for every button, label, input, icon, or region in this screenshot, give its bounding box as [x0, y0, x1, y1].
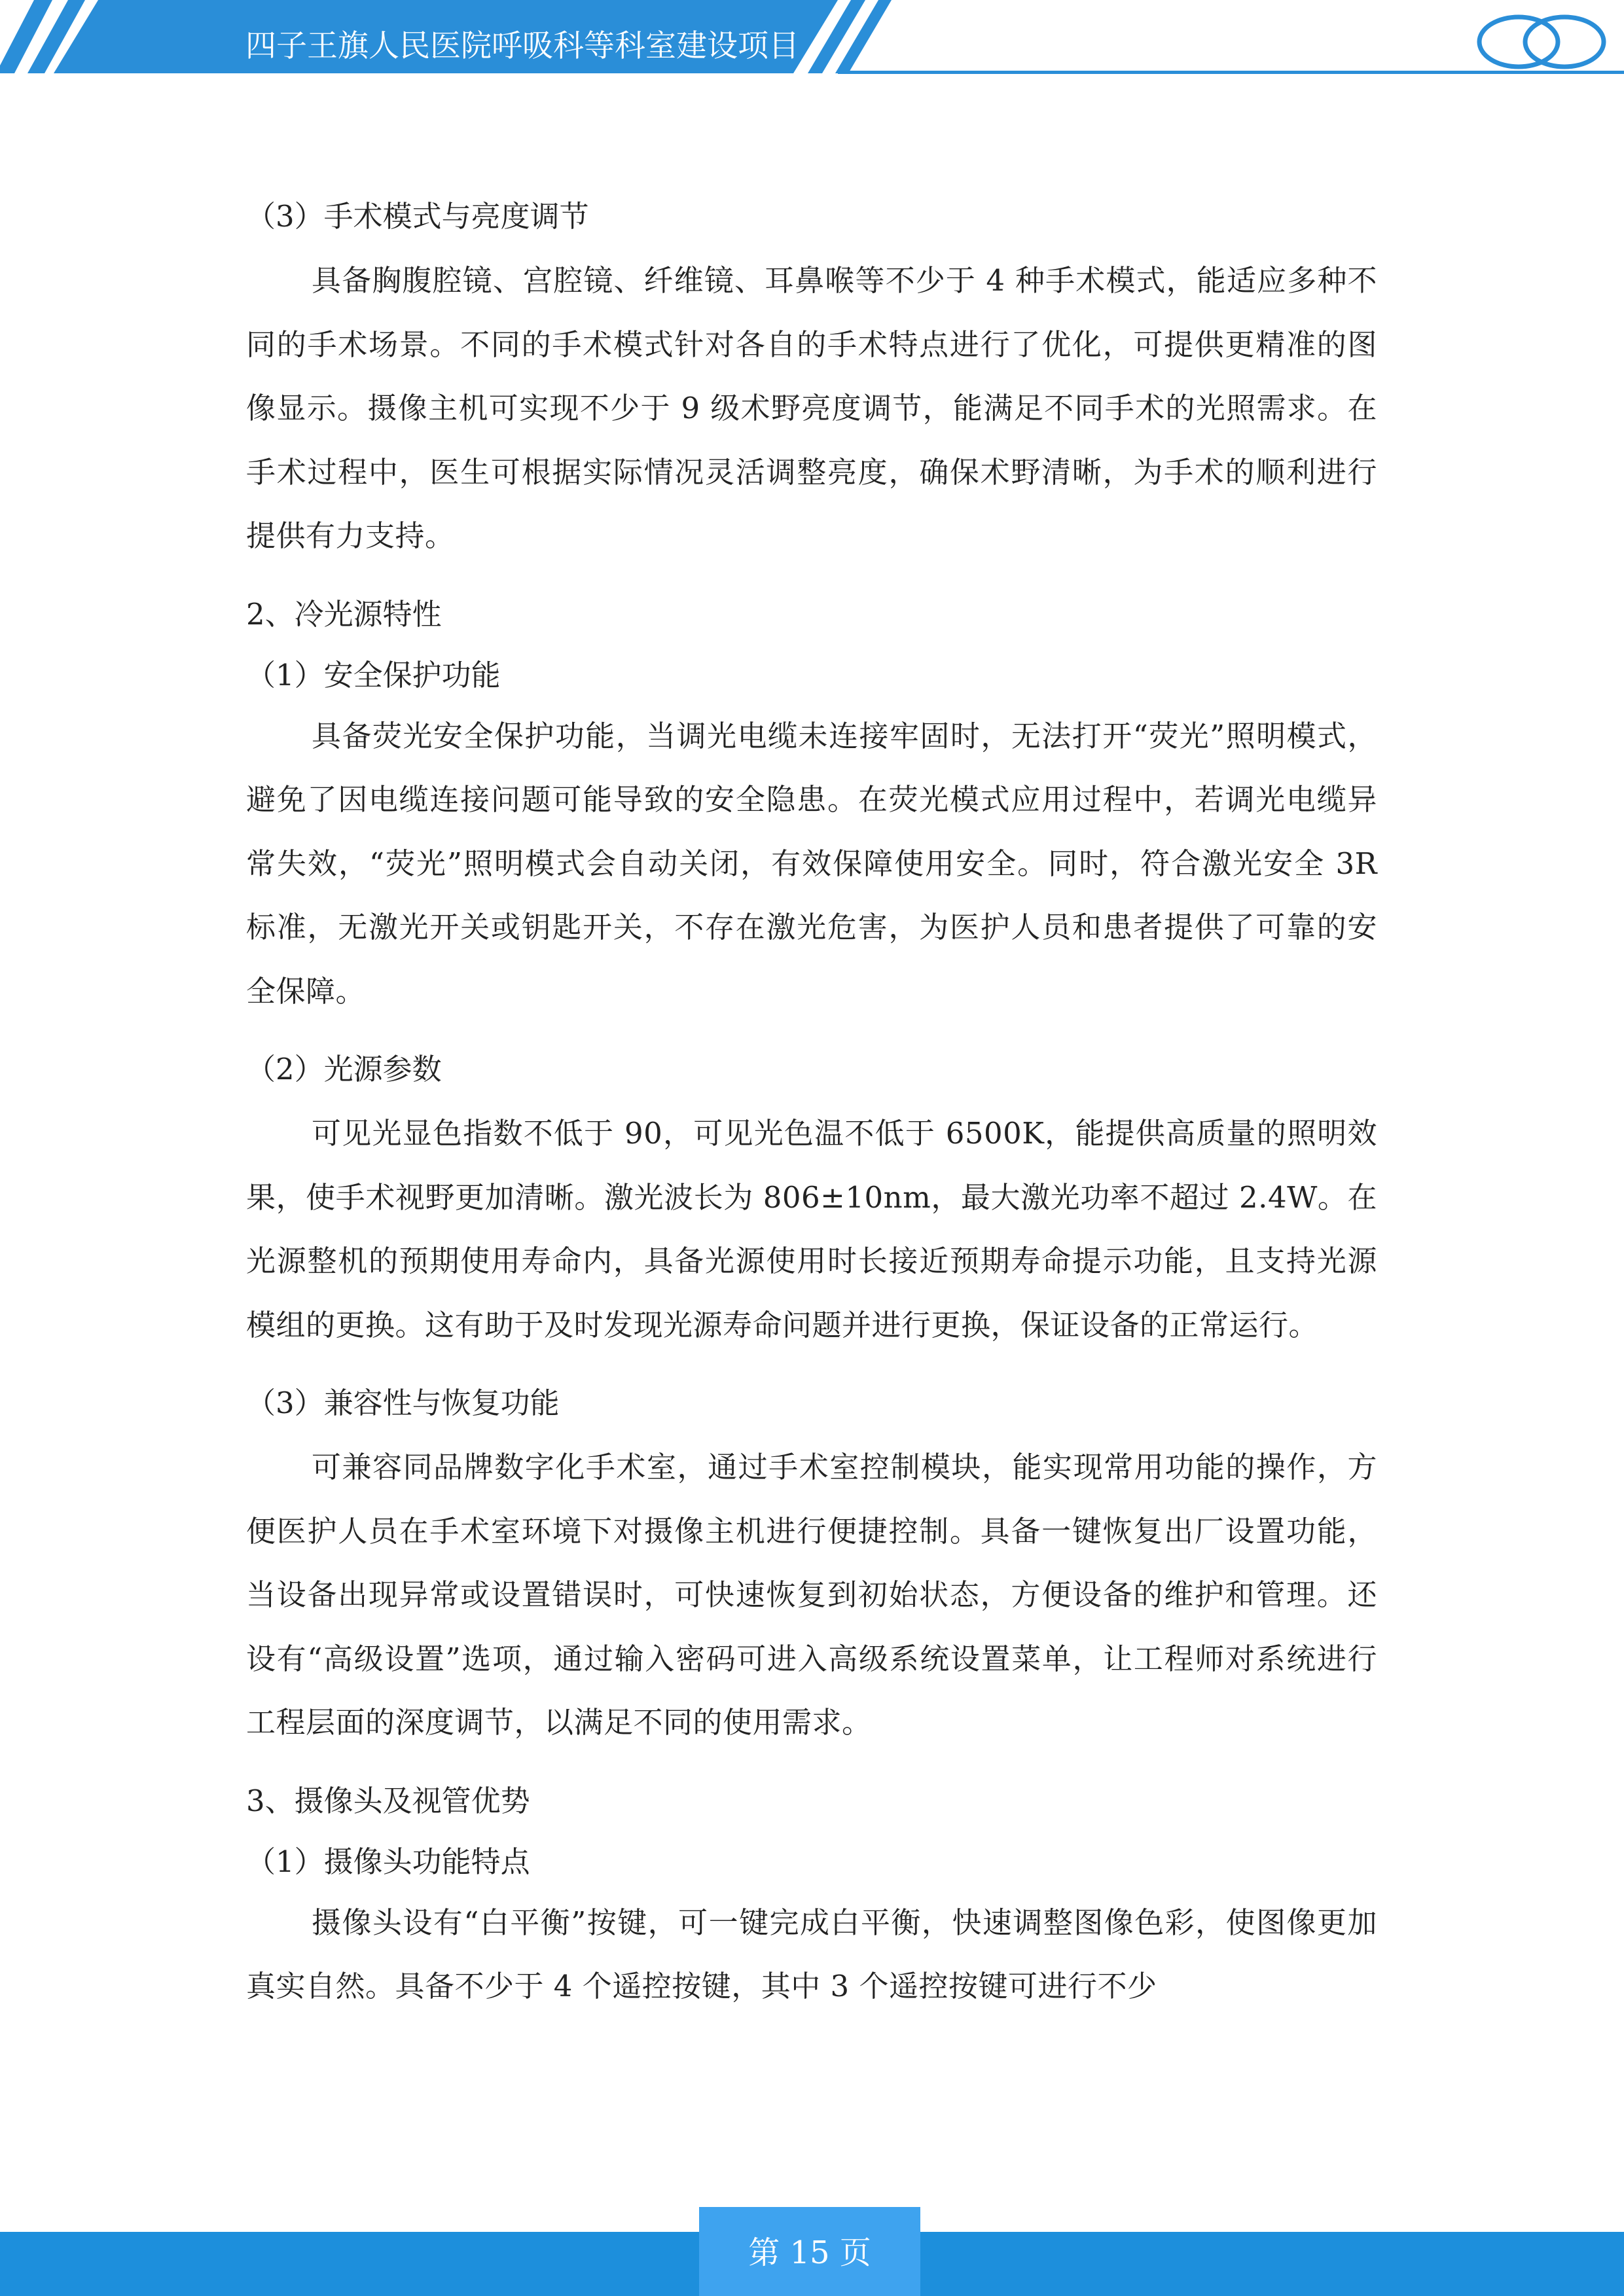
spacer: [246, 1755, 1377, 1769]
paragraph: 摄像头设有“白平衡”按键，可一键完成白平衡，快速调整图像色彩，使图像更加真实自然。具备不少于 4 个遥控按键，其中 3 个遥控按键可进行不少: [246, 1905, 1377, 2003]
paragraph: 具备荧光安全保护功能，当调光电缆未连接牢固时，无法打开“荧光”照明模式，避免了因电缆连接问题可能导致的安全隐患。在荧光模式应用过程中，若调光电缆异常失效，“荧光”照明模式会自动关闭，有效保障使用安全。同时，符合激光安全 3R 标准，无激光开关或钥匙开关，不存在激光危害，为医护人员和患者提供了可靠的安全保障。: [246, 718, 1377, 1009]
section-heading: （3）兼容性与恢复功能: [246, 1386, 560, 1420]
paragraph: 可兼容同品牌数字化手术室，通过手术室控制模块，能实现常用功能的操作，方便医护人员在手术室环境下对摄像主机进行便捷控制。具备一键恢复出厂设置功能，当设备出现异常或设置错误时，可快速恢复到初始状态，方便设备的维护和管理。还设有“高级设置”选项，通过输入密码可进入高级系统设置菜单，让工程师对系统进行工程层面的深度调节，以满足不同的使用需求。: [246, 1450, 1377, 1740]
header-title: 四子王旗人民医院呼吸科等科室建设项目: [245, 28, 799, 64]
section-heading: （2）光源参数: [246, 1052, 442, 1086]
double-ring-logo-icon: [1479, 17, 1604, 67]
spacer: [246, 1023, 1377, 1037]
document-body: [246, 185, 1377, 2018]
paragraph: 具备胸腹腔镜、宫腔镜、纤维镜、耳鼻喉等不少于 4 种手术模式，能适应多种不同的手术场景。不同的手术模式针对各自的手术特点进行了优化，可提供更精准的图像显示。摄像主机可实现不少于 9 级术野亮度调节，能满足不同手术的光照需求。在手术过程中，医生可根据实际情况灵活调整亮度，确保术野清晰，为手术的顺利进行提供有力支持。: [246, 263, 1377, 553]
section-heading: 3、摄像头及视管优势: [246, 1783, 530, 1818]
spacer: [246, 568, 1377, 583]
section-heading: （1）安全保护功能: [246, 657, 501, 692]
page-number: 第 15 页: [748, 2234, 871, 2271]
paragraph: 可见光显色指数不低于 90，可见光色温不低于 6500K，能提供高质量的照明效果，使手术视野更加清晰。激光波长为 806±10nm，最大激光功率不超过 2.4W。在光源整机的预期使用寿命内，具备光源使用时长接近预期寿命提示功能，且支持光源模组的更换。这有助于及时发现光源寿命问题并进行更换，保证设备的正常运行。: [246, 1116, 1377, 1342]
spacer: [246, 1357, 1377, 1371]
section-heading: （3）手术模式与亮度调节: [246, 199, 589, 234]
section-heading: 2、冷光源特性: [246, 596, 442, 632]
section-heading: （1）摄像头功能特点: [246, 1844, 530, 1879]
page-header: [0, 0, 1624, 85]
